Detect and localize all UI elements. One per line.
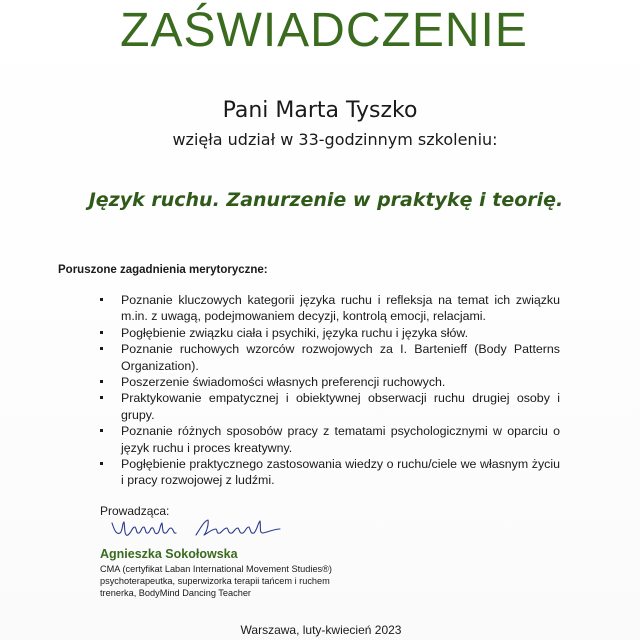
bullet-icon: [100, 380, 103, 383]
bullet-icon: [100, 331, 103, 334]
recipient-name: Pani Marta Tyszko: [222, 98, 418, 123]
topic-text: Poszerzenie świadomości własnych preferencji ruchowych.: [121, 375, 446, 390]
lead-credentials: [100, 563, 332, 599]
topic-text: Pogłębienie związku ciała i psychiki, języka ruchu i języka słów.: [121, 325, 469, 340]
credential-line: psychoterapeutka, superwizorka terapii tańcem i ruchem: [100, 576, 330, 586]
signature-icon: [108, 515, 288, 543]
list-item: [100, 292, 560, 325]
place-and-date: Warszawa, luty-kwiecień 2023: [240, 623, 402, 637]
topics-heading: Poruszone zagadnienia merytoryczne:: [58, 264, 268, 276]
bullet-icon: [100, 396, 103, 399]
topic-text: Poznanie ruchowych wzorców rozwojowych za I. Bartenieff (Body Patterns Organization).: [121, 342, 560, 373]
certificate-title: ZAŚWIADCZENIE: [120, 4, 528, 57]
topic-text: Pogłębienie praktycznego zastosowania wiedzy o ruchu/ciele we własnym życiu i pracy rozwojowej z ludźmi.: [121, 457, 560, 488]
topic-text: Poznanie kluczowych kategorii języka ruchu i refleksja na temat ich związku m.in. z uwagą, podejmowaniem decyzji, kontrolą emocji, relacjami.: [121, 293, 560, 324]
list-item: [100, 341, 560, 374]
credential-line: CMA (certyfikat Laban International Movement Studies®): [100, 564, 332, 574]
topic-text: Poznanie różnych sposobów pracy z tematami psychologicznymi w oparciu o język ruchu i proces kreatywny.: [121, 424, 560, 455]
bullet-icon: [100, 462, 103, 465]
list-item: [100, 390, 560, 423]
list-item: [100, 423, 560, 456]
course-title: Język ruchu. Zanurzenie w praktykę i teorię.: [88, 189, 564, 211]
list-item: [100, 374, 560, 390]
lead-name: Agnieszka Sokołowska: [100, 547, 238, 561]
credential-line: trenerka, BodyMind Dancing Teacher: [100, 588, 251, 598]
lead-label: Prowadząca:: [100, 504, 170, 518]
bullet-icon: [100, 298, 103, 301]
topics-list: [100, 292, 560, 489]
list-item: [100, 456, 560, 489]
list-item: [100, 325, 560, 341]
topic-text: Praktykowanie empatycznej i obiektywnej obserwacji ruchu drugiej osoby i grupy.: [121, 391, 560, 422]
participation-statement: wzięła udział w 33-godzinnym szkoleniu:: [172, 130, 498, 149]
bullet-icon: [100, 347, 103, 350]
bullet-icon: [100, 429, 103, 432]
